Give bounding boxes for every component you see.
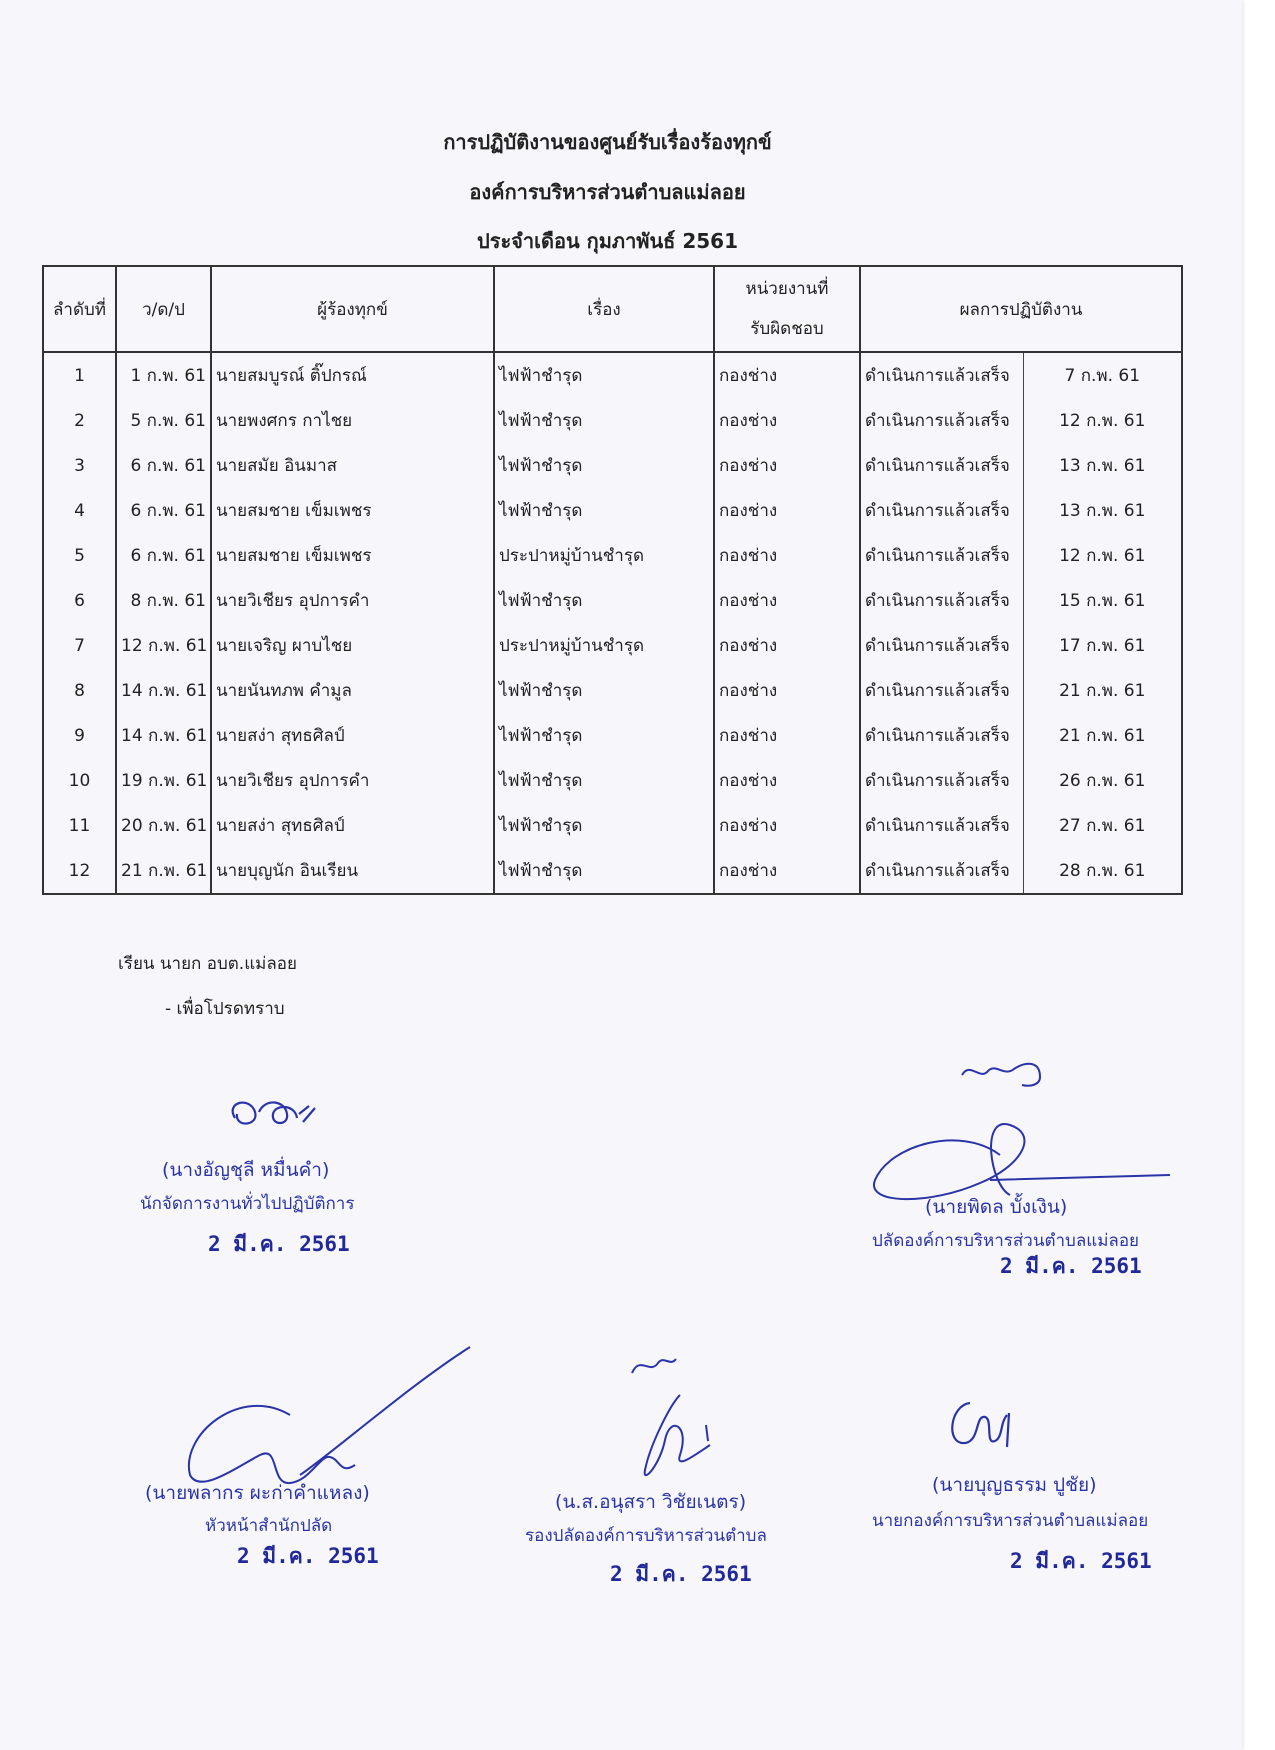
cell-subject: ประปาหมู่บ้านชำรุด xyxy=(494,533,714,578)
col-header-complainant: ผู้ร้องทุกข์ xyxy=(211,266,494,352)
cell-result: ดำเนินการแล้วเสร็จ xyxy=(860,398,1023,443)
cell-unit: กองช่าง xyxy=(714,758,860,803)
cell-result: ดำเนินการแล้วเสร็จ xyxy=(860,578,1023,623)
cell-unit: กองช่าง xyxy=(714,398,860,443)
cell-subject: ไฟฟ้าชำรุด xyxy=(494,758,714,803)
cell-completed-date: 17 ก.พ. 61 xyxy=(1023,623,1182,668)
cell-subject: ประปาหมู่บ้านชำรุด xyxy=(494,623,714,668)
table-row xyxy=(43,848,1182,894)
cell-completed-date: 21 ก.พ. 61 xyxy=(1023,668,1182,713)
signature-5-name: (นายบุญธรรม ปูชัย) xyxy=(932,1474,1097,1496)
cell-completed-date: 26 ก.พ. 61 xyxy=(1023,758,1182,803)
report-title: การปฏิบัติงานของศูนย์รับเรื่องร้องทุกข์ xyxy=(443,130,772,154)
purpose-line: - เพื่อโปรดทราบ xyxy=(165,999,285,1019)
cell-complainant: นายนันทภพ คำมูล xyxy=(211,668,494,713)
table-row xyxy=(43,533,1182,578)
cell-completed-date: 13 ก.พ. 61 xyxy=(1023,443,1182,488)
cell-no: 10 xyxy=(43,758,116,803)
cell-complainant: นายพงศกร กาไชย xyxy=(211,398,494,443)
signature-4-scribble xyxy=(620,1345,740,1485)
cell-date: 20 ก.พ. 61 xyxy=(116,803,211,848)
cell-unit: กองช่าง xyxy=(714,668,860,713)
cell-result: ดำเนินการแล้วเสร็จ xyxy=(860,488,1023,533)
cell-subject: ไฟฟ้าชำรุด xyxy=(494,713,714,758)
cell-date: 8 ก.พ. 61 xyxy=(116,578,211,623)
report-period: ประจำเดือน กุมภาพันธ์ 2561 xyxy=(477,229,738,253)
cell-no: 8 xyxy=(43,668,116,713)
cell-result: ดำเนินการแล้วเสร็จ xyxy=(860,352,1023,398)
col-header-unit-line2: รับผิดชอบ xyxy=(750,319,824,339)
cell-result: ดำเนินการแล้วเสร็จ xyxy=(860,758,1023,803)
signature-4-name: (น.ส.อนุสรา วิชัยเนตร) xyxy=(555,1491,747,1513)
cell-no: 4 xyxy=(43,488,116,533)
signature-2-role: ปลัดองค์การบริหารส่วนตำบลแม่ลอย xyxy=(872,1231,1139,1251)
cell-unit: กองช่าง xyxy=(714,803,860,848)
signature-5-date: 2 มี.ค. 2561 xyxy=(1010,1549,1152,1573)
cell-date: 19 ก.พ. 61 xyxy=(116,758,211,803)
cell-unit: กองช่าง xyxy=(714,713,860,758)
cell-subject: ไฟฟ้าชำรุด xyxy=(494,398,714,443)
signature-3-name: (นายพลากร ผะก่าคำแหลง) xyxy=(145,1482,370,1504)
signature-5-scribble xyxy=(945,1385,1035,1455)
signature-1-date: 2 มี.ค. 2561 xyxy=(208,1232,350,1256)
cell-date: 12 ก.พ. 61 xyxy=(116,623,211,668)
cell-no: 9 xyxy=(43,713,116,758)
signature-1-role: นักจัดการงานทั่วไปปฏิบัติการ xyxy=(140,1194,355,1214)
cell-subject: ไฟฟ้าชำรุด xyxy=(494,578,714,623)
addressee-line: เรียน นายก อบต.แม่ลอย xyxy=(118,954,297,974)
cell-unit: กองช่าง xyxy=(714,848,860,894)
signature-2-name: (นายพิดล บั้งเงิน) xyxy=(925,1196,1068,1218)
table-row xyxy=(43,398,1182,443)
cell-unit: กองช่าง xyxy=(714,623,860,668)
cell-subject: ไฟฟ้าชำรุด xyxy=(494,668,714,713)
cell-no: 1 xyxy=(43,352,116,398)
cell-unit: กองช่าง xyxy=(714,352,860,398)
table-row xyxy=(43,352,1182,398)
signature-3-role: หัวหน้าสำนักปลัด xyxy=(205,1516,333,1536)
cell-complainant: นายสง่า สุทธศิลป์ xyxy=(211,803,494,848)
cell-date: 6 ก.พ. 61 xyxy=(116,533,211,578)
cell-subject: ไฟฟ้าชำรุด xyxy=(494,488,714,533)
cell-complainant: นายบุญนัก อินเรียน xyxy=(211,848,494,894)
cell-date: 6 ก.พ. 61 xyxy=(116,443,211,488)
cell-completed-date: 7 ก.พ. 61 xyxy=(1023,352,1182,398)
cell-no: 12 xyxy=(43,848,116,894)
cell-no: 6 xyxy=(43,578,116,623)
cell-subject: ไฟฟ้าชำรุด xyxy=(494,443,714,488)
cell-complainant: นายสมชาย เข็มเพชร xyxy=(211,533,494,578)
table-row xyxy=(43,488,1182,533)
cell-result: ดำเนินการแล้วเสร็จ xyxy=(860,533,1023,578)
cell-date: 6 ก.พ. 61 xyxy=(116,488,211,533)
cell-subject: ไฟฟ้าชำรุด xyxy=(494,848,714,894)
cell-result: ดำเนินการแล้วเสร็จ xyxy=(860,623,1023,668)
complaints-table xyxy=(42,265,1183,895)
organization-name: องค์การบริหารส่วนตำบลแม่ลอย xyxy=(469,180,746,204)
col-header-subject: เรื่อง xyxy=(494,266,714,352)
table-row xyxy=(43,578,1182,623)
cell-no: 11 xyxy=(43,803,116,848)
cell-completed-date: 12 ก.พ. 61 xyxy=(1023,533,1182,578)
signature-3-date: 2 มี.ค. 2561 xyxy=(237,1544,379,1568)
table-row xyxy=(43,803,1182,848)
table-row xyxy=(43,668,1182,713)
cell-complainant: นายสมบูรณ์ ติ๊ปกรณ์ xyxy=(211,352,494,398)
cell-completed-date: 12 ก.พ. 61 xyxy=(1023,398,1182,443)
signature-5-role: นายกองค์การบริหารส่วนตำบลแม่ลอย xyxy=(872,1511,1149,1531)
cell-no: 3 xyxy=(43,443,116,488)
cell-date: 14 ก.พ. 61 xyxy=(116,668,211,713)
cell-completed-date: 13 ก.พ. 61 xyxy=(1023,488,1182,533)
col-header-date: ว/ด/ป xyxy=(116,266,211,352)
col-header-result: ผลการปฏิบัติงาน xyxy=(860,266,1182,352)
table-header-row xyxy=(43,266,1182,352)
signature-4-date: 2 มี.ค. 2561 xyxy=(610,1562,752,1586)
cell-result: ดำเนินการแล้วเสร็จ xyxy=(860,443,1023,488)
cell-date: 1 ก.พ. 61 xyxy=(116,352,211,398)
cell-complainant: นายวิเชียร อุปการคำ xyxy=(211,758,494,803)
signature-1-name: (นางอัญชุลี หมื่นคำ) xyxy=(162,1159,330,1181)
cell-date: 14 ก.พ. 61 xyxy=(116,713,211,758)
col-header-no: ลำดับที่ xyxy=(43,266,116,352)
cell-unit: กองช่าง xyxy=(714,578,860,623)
cell-completed-date: 27 ก.พ. 61 xyxy=(1023,803,1182,848)
table-row xyxy=(43,758,1182,803)
cell-result: ดำเนินการแล้วเสร็จ xyxy=(860,848,1023,894)
cell-complainant: นายสมัย อินมาส xyxy=(211,443,494,488)
col-header-unit xyxy=(714,266,860,352)
signature-2-scribble xyxy=(870,1055,1180,1215)
table-row xyxy=(43,623,1182,668)
signature-3-scribble xyxy=(180,1345,480,1495)
cell-subject: ไฟฟ้าชำรุด xyxy=(494,352,714,398)
cell-complainant: นายสมชาย เข็มเพชร xyxy=(211,488,494,533)
cell-unit: กองช่าง xyxy=(714,488,860,533)
cell-subject: ไฟฟ้าชำรุด xyxy=(494,803,714,848)
signature-2-date: 2 มี.ค. 2561 xyxy=(1000,1254,1142,1278)
signature-4-role: รองปลัดองค์การบริหารส่วนตำบล xyxy=(525,1526,767,1546)
cell-result: ดำเนินการแล้วเสร็จ xyxy=(860,803,1023,848)
cell-no: 2 xyxy=(43,398,116,443)
cell-result: ดำเนินการแล้วเสร็จ xyxy=(860,713,1023,758)
cell-complainant: นายสง่า สุทธศิลป์ xyxy=(211,713,494,758)
cell-completed-date: 21 ก.พ. 61 xyxy=(1023,713,1182,758)
cell-complainant: นายเจริญ ผาบไชย xyxy=(211,623,494,668)
cell-no: 5 xyxy=(43,533,116,578)
cell-result: ดำเนินการแล้วเสร็จ xyxy=(860,668,1023,713)
cell-complainant: นายวิเชียร อุปการคำ xyxy=(211,578,494,623)
table-row xyxy=(43,443,1182,488)
cell-completed-date: 28 ก.พ. 61 xyxy=(1023,848,1182,894)
col-header-unit-line1: หน่วยงานที่ xyxy=(745,279,829,299)
cell-date: 21 ก.พ. 61 xyxy=(116,848,211,894)
cell-no: 7 xyxy=(43,623,116,668)
cell-unit: กองช่าง xyxy=(714,443,860,488)
cell-date: 5 ก.พ. 61 xyxy=(116,398,211,443)
cell-unit: กองช่าง xyxy=(714,533,860,578)
table-row xyxy=(43,713,1182,758)
cell-completed-date: 15 ก.พ. 61 xyxy=(1023,578,1182,623)
signature-1-scribble xyxy=(215,1092,325,1132)
table-body xyxy=(43,352,1182,894)
